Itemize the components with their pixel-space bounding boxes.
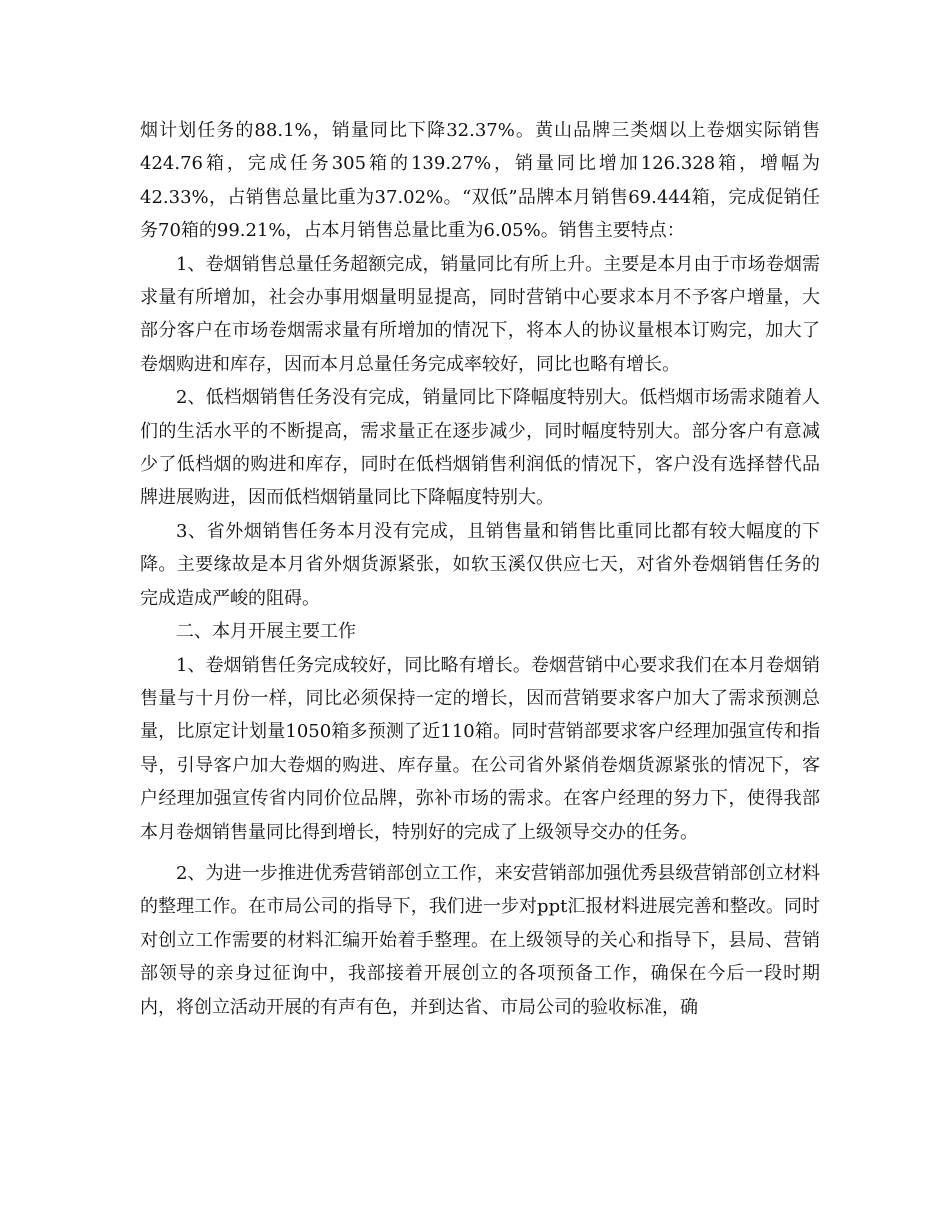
section-heading-main-work: 二、本月开展主要工作 [176,621,356,643]
document-body [140,114,820,1024]
paragraph-point-1-total-sales: 1、卷烟销售总量任务超额完成，销量同比有所上升。主要是本月由于市场卷烟需求量有所增加，社会办事用烟量明显提高，同时营销中心要求本月不予客户增量，大部分客户在市场卷烟需求量有所增加的情况下，将本人的协议量根本订购完，加大了卷烟购进和库存，因而本月总量任务完成率较好，同比也略有增长。 [140,253,820,375]
paragraph-work-2-excellent-dept: 2、为进一步推进优秀营销部创立工作，来安营销部加强优秀县级营销部创立材料的整理工作。在市局公司的指导下，我们进一步对ppt汇报材料进展完善和整改。同时对创立工作需要的材料汇编开始着手整理。在上级领导的关心和指导下，县局、营销部领导的亲身过征询中，我部接着开展创立的各项预备工作，确保在今后一段时期内，将创立活动开展的有声有色，并到达省、市局公司的验收标准，确 [140,862,820,1018]
paragraph-sales-figures: 烟计划任务的88.1%，销量同比下降32.37%。黄山品牌三类烟以上卷烟实际销售424.76箱，完成任务305箱的139.27%，销量同比增加126.328箱，增幅为42.33%，占销售总量比重为37.02%。“双低”品牌本月销售69.444箱，完成促销任务70箱的99.21%，占本月销售总量比重为6.05%。销售主要特点： [140,120,820,242]
paragraph-point-2-low-grade: 2、低档烟销售任务没有完成，销量同比下降幅度特别大。低档烟市场需求随着人们的生活水平的不断提高，需求量正在逐步减少，同时幅度特别大。部分客户有意减少了低档烟的购进和库存，同时在低档烟销售利润低的情况下，客户没有选择替代品牌进展购进，因而低档烟销量同比下降幅度特别大。 [140,387,820,509]
paragraph-point-3-out-of-province: 3、省外烟销售任务本月没有完成，且销售量和销售比重同比都有较大幅度的下降。主要缘故是本月省外烟货源紧张，如软玉溪仅供应七天，对省外卷烟销售任务的完成造成严峻的阻碍。 [140,520,820,609]
paragraph-work-1-sales-task: 1、卷烟销售任务完成较好，同比略有增长。卷烟营销中心要求我们在本月卷烟销售量与十月份一样，同比必须保持一定的增长，因而营销要求客户加大了需求预测总量，比原定计划量1050箱多预测了近110箱。同时营销部要求客户经理加强宣传和指导，引导客户加大卷烟的购进、库存量。在公司省外紧俏卷烟货源紧张的情况下，客户经理加强宣传省内同价位品牌，弥补市场的需求。在客户经理的努力下，使得我部本月卷烟销售量同比得到增长，特别好的完成了上级领导交办的任务。 [140,654,820,843]
